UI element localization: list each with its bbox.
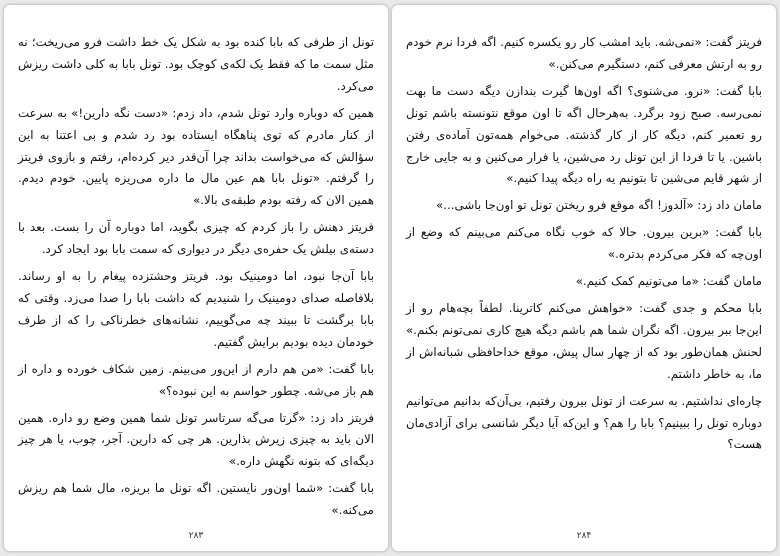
paragraph: بابا گفت: «شما اون‌ور نایستین. اگه تونل ما بریزه، مال شما هم ریزش می‌کنه.» bbox=[18, 481, 374, 518]
paragraph: بابا آن‌جا نبود، اما دومینیک بود. فریتز وحشتزده پیغام را به او رساند. بلافاصله صدای دومینیک را شنیدیم که داشت بابا را صدا می‌زد. وقتی که بابا برگشت تا ببیند چه می‌گوییم، نشانه‌های خطرناکی را که از طرف خودمان دیده بودیم برایش گفتیم. bbox=[18, 269, 374, 349]
paragraph: فریتز دهنش را باز کردم که چیزی بگوید، اما دوباره آن را بست. بعد با دسته‌ی بیلش یک حفره‌ی دیگر در دیواری که سمت بابا بود ایجاد کرد. bbox=[18, 220, 374, 257]
page-text-left bbox=[18, 32, 374, 527]
book-page-right bbox=[391, 4, 777, 552]
page-number: ۲۸۴ bbox=[576, 531, 592, 541]
paragraph: بابا گفت: «نرو. می‌شنوی؟ اگه اون‌ها گیرت بندازن دیگه دست ما بهت نمی‌رسه. صبح زود برگرد. به‌هرحال اگه تا اون موقع نتونسته باشم تونل رو تعمیر کنم، دیگه کار از کار گذشته. می‌خوام همه‌تون آماده‌ی رفتن باشین. یا تا فردا از این تونل رد می‌شین، یا فرار می‌کنین و به جایی خارج از شهر قایم می‌شین تا بتونیم یه راه دیگه پیدا کنیم.» bbox=[406, 83, 762, 186]
paragraph: بابا گفت: «من هم دارم از این‌ور می‌بینم. زمین شکاف خورده و داره از هم باز می‌شه. چطور حواسم به این نبوده؟» bbox=[18, 361, 374, 398]
paragraph: مامان داد زد: «آلدوز! اگه موقع فرو ریختن تونل تو اون‌جا باشی...» bbox=[436, 198, 762, 213]
paragraph: تونل از طرفی که بابا کنده بود به شکل یک خط داشت فرو می‌ریخت؛ نه مثل سمت ما که فقط یک لکه‌ی کوچک بود. تونل بابا به کلی داشت ریزش می‌کرد. bbox=[18, 35, 374, 93]
page-text-right bbox=[406, 32, 762, 461]
paragraph: بابا گفت: «برین بیرون. حالا که خوب نگاه می‌کنم می‌بینم که وضع از اون‌چه که فکر می‌کردم بدتره.» bbox=[406, 225, 762, 262]
paragraph: همین که دوباره وارد تونل شدم، داد زدم: «دست نگه دارین!» به سرعت از کنار مادرم که توی پناهگاه ایستاده بود رد شدم و بی اعتنا به این سؤالش که می‌خواست بداند چرا آن‌قدر دیر کرده‌ام، رفتم و بازوی فریتز را گرفتم. «تونل بابا هم عین مال ما داره می‌ریزه پایین. خودم دیدم. همین الان که رفته بودم طبقه‌ی بالا.» bbox=[18, 105, 374, 208]
paragraph: فریتز داد زد: «گرتا می‌گه سرتاسر تونل شما همین وضع رو داره. همین الان باید به چیزی زیرش بذارین. هر چی که دارین. آجر، چوب، یا هر چیز دیگه‌ای که بتونه نگهش داره.» bbox=[18, 410, 374, 469]
paragraph: چاره‌ای نداشتیم. به سرعت از تونل بیرون رفتیم، بی‌آن‌که بدانیم می‌توانیم دوباره تونل را ببینیم؟ بابا را هم؟ و این‌که آیا دیگر شانسی برای آزادی‌مان هست؟ bbox=[406, 393, 762, 452]
paragraph: مامان گفت: «ما می‌تونیم کمک کنیم.» bbox=[575, 274, 762, 289]
book-page-left bbox=[3, 4, 389, 552]
paragraph: بابا محکم و جدی گفت: «خواهش می‌کنم کاترینا. لطفاً بچه‌هام رو از این‌جا ببر بیرون. اگه نگران شما هم باشم دیگه هیچ کاری نمی‌تونم بکنم.» لحنش همان‌طور بود که از چهار سال پیش، موقع خداحافظی شبانه‌اش از ما، به خاطر داشتم. bbox=[406, 300, 762, 381]
paragraph: فریتز گفت: «نمی‌شه. باید امشب کار رو یکسره کنیم. اگه فردا نرم خودم رو به ارتش معرفی کنم، دستگیرم می‌کنن.» bbox=[406, 35, 762, 71]
page-number: ۲۸۳ bbox=[188, 531, 204, 541]
